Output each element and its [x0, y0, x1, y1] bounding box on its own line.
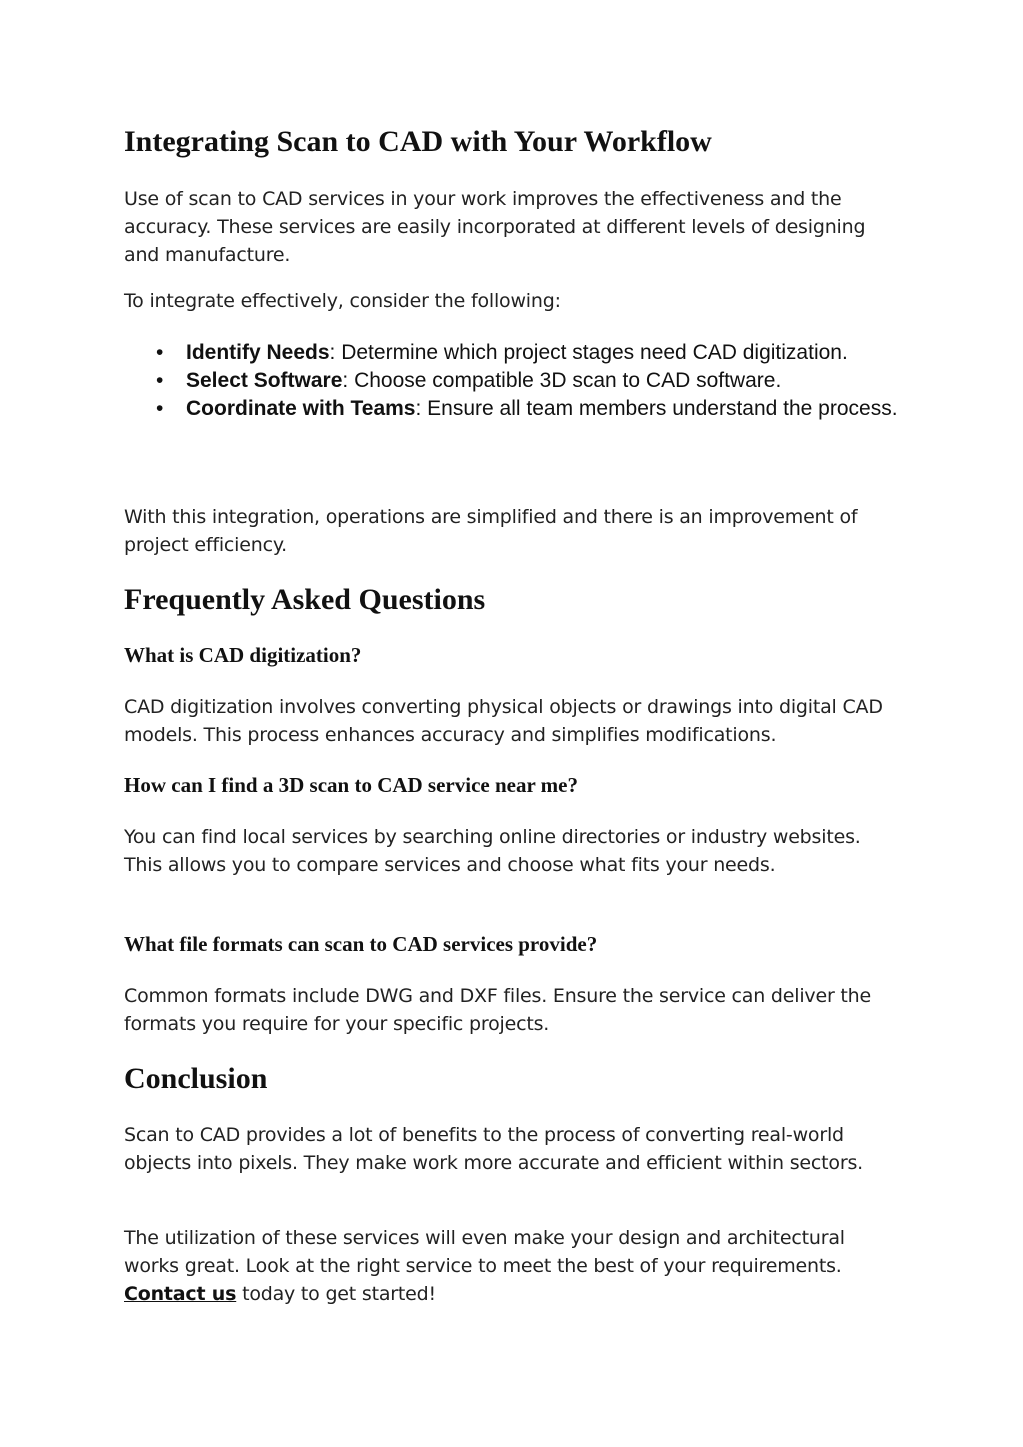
list-item-term: Coordinate with Teams [186, 397, 416, 420]
list-item-text: : Determine which project stages need CAD digitization. [329, 341, 848, 364]
workflow-lead-paragraph: To integrate effectively, consider the following: [124, 290, 561, 312]
list-item [124, 339, 904, 367]
workflow-steps-list [124, 339, 904, 423]
bullet-icon: • [156, 397, 164, 420]
list-item-term: Identify Needs [186, 341, 330, 364]
section-heading-faq: Frequently Asked Questions [124, 583, 486, 616]
workflow-intro-paragraph: Use of scan to CAD services in your work improves the effectiveness and the accuracy. These services are easily incorporated at different levels of designing and manufacture. [124, 188, 866, 266]
section-heading-conclusion: Conclusion [124, 1062, 268, 1095]
conclusion-cta-paragraph [124, 1224, 904, 1308]
cta-text-before: The utilization of these services will even make your design and architectural works great. Look at the right service to meet the best of your requirements. [124, 1227, 845, 1277]
faq-answer: You can find local services by searching online directories or industry websites. This allows you to compare services and choose what fits your needs. [124, 826, 861, 876]
list-item [124, 367, 904, 395]
faq-question: What is CAD digitization? [124, 643, 362, 667]
faq-answer: Common formats include DWG and DXF files. Ensure the service can deliver the formats you require for your specific projects. [124, 985, 871, 1035]
list-item [124, 395, 904, 423]
faq-answer: CAD digitization involves converting physical objects or drawings into digital CAD models. This process enhances accuracy and simplifies modifications. [124, 696, 883, 746]
list-item-text: : Ensure all team members understand the process. [415, 397, 898, 420]
bullet-icon: • [156, 369, 164, 392]
list-item-text: : Choose compatible 3D scan to CAD software. [342, 369, 782, 392]
list-item-term: Select Software [186, 369, 343, 392]
workflow-outro-paragraph: With this integration, operations are simplified and there is an improvement of project efficiency. [124, 506, 858, 556]
faq-question: What file formats can scan to CAD services provide? [124, 932, 598, 956]
faq-question: How can I find a 3D scan to CAD service near me? [124, 773, 578, 797]
cta-text-after: today to get started! [236, 1283, 436, 1305]
section-heading-workflow: Integrating Scan to CAD with Your Workflow [124, 125, 712, 158]
conclusion-paragraph: Scan to CAD provides a lot of benefits to the process of converting real-world objects into pixels. They make work more accurate and efficient within sectors. [124, 1124, 863, 1174]
contact-us-link[interactable]: Contact us [124, 1283, 237, 1305]
bullet-icon: • [156, 341, 164, 364]
